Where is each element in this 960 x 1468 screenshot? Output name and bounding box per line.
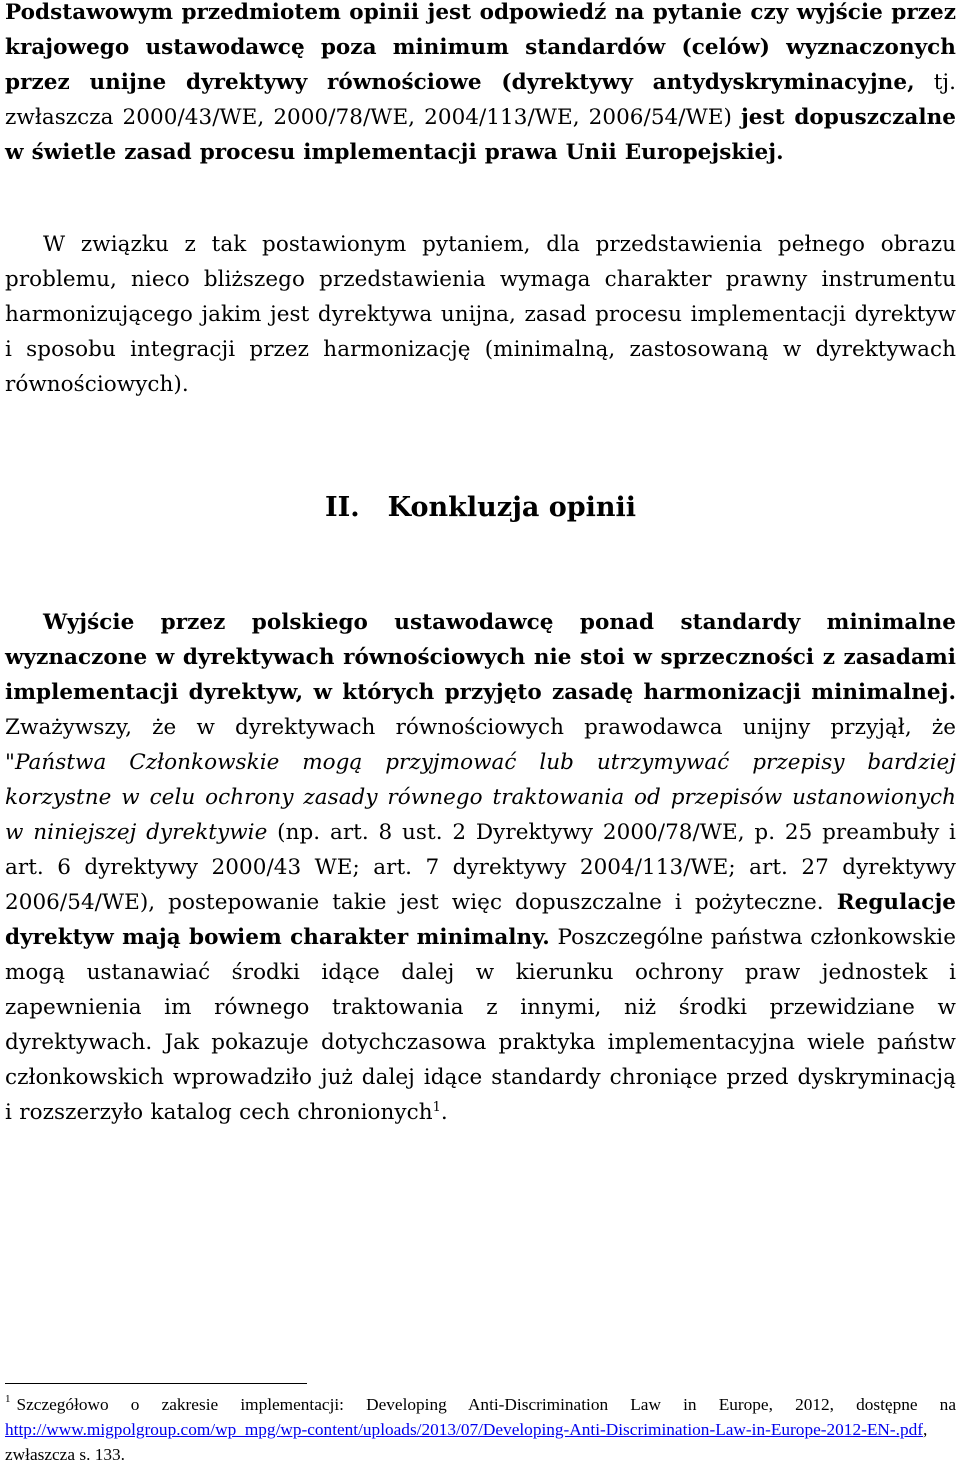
paragraph-question-directives: tj. zwłaszcza 2000/43/WE, 2000/78/WE, 2004/113/WE, 2006/54/WE) <box>5 70 956 130</box>
paragraph-conclusion-text-b: (np. art. 8 ust. 2 Dyrektywy 2000/78/WE, p. 25 preambuły i art. 6 dyrektywy 2000/43 WE; art. 7 dyrektywy 2004/113/WE; art. 27 dyrektywy 2006/54/WE), postepowanie takie jest więc dopuszczalne i pożyteczne. <box>5 820 956 915</box>
document-page <box>5 0 956 1468</box>
paragraph-conclusion-text-c: Poszczególne państwa członkowskie mogą ustanawiać środki idące dalej w kierunku ochrony praw jednostek i zapewnienia im równego traktowania z innymi, niż środki przewidziane w dyrektywach. Jak pokazuje dotychczasowa praktyka implementacyjna wiele państw członkowskich wprowadziło już dalej idące standardy chroniące przed dyskryminacją i rozszerzyło katalog cech chronionych <box>5 925 957 1125</box>
footnote-marker: 1 <box>5 1393 11 1405</box>
footnote <box>5 1387 956 1467</box>
paragraph-conclusion-bold-lead: Wyjście przez polskiego ustawodawcę ponad standardy minimalne wyznaczone w dyrektywach równościowych nie stoi w sprzeczności z zasadami implementacji dyrektyw, w których przyjęto zasadę harmonizacji minimalnej. <box>5 610 956 705</box>
paragraph-conclusion-bold-mid: Regulacje dyrektyw mają bowiem charakter minimalny. <box>5 890 956 950</box>
paragraph-context-text: W związku z tak postawionym pytaniem, dla przedstawienia pełnego obrazu problemu, nieco bliższego przedstawienia wymaga charakter prawny instrumentu harmonizującego jakim jest dyrektywa unijna, zasad procesu implementacji dyrektyw i sposobu integracji przez harmonizację (minimalną, zastosowaną w dyrektywach równościowych). <box>5 232 956 397</box>
paragraph-conclusion-text-a: Zważywszy, że w dyrektywach równościowych prawodawca unijny przyjął, że " <box>5 715 956 775</box>
section-heading <box>5 488 956 528</box>
paragraph-question <box>5 0 956 170</box>
paragraph-conclusion <box>5 605 956 1130</box>
paragraph-conclusion-quote: Państwa Członkowskie mogą przyjmować lub utrzymywać przepisy bardziej korzystne w celu ochrony zasady równego traktowania od przepisów ustanowionych w niniejszej dyrektywie <box>5 750 956 845</box>
footnote-reference[interactable]: 1 <box>432 1099 441 1115</box>
footnote-text: Szczegółowo o zakresie implementacji: Developing Anti-Discrimination Law in Europe, 2012, dostępne na <box>16 1395 956 1414</box>
paragraph-question-bold-tail: jest dopuszczalne w świetle zasad procesu implementacji prawa Unii Europejskiej. <box>5 105 956 165</box>
paragraph-question-bold-lead: Podstawowym przedmiotem opinii jest odpowiedź na pytanie czy wyjście przez krajowego ustawodawcę poza minimum standardów (celów) wyznaczonych przez unijne dyrektywy równościowe (dyrektywy antydyskryminacyjne, <box>5 0 956 95</box>
section-title: Konkluzja opinii <box>387 492 637 523</box>
footnote-suffix: , zwłaszcza s. 133. <box>5 1420 928 1464</box>
paragraph-conclusion-end: . <box>440 1100 448 1125</box>
section-number: II. <box>324 492 360 523</box>
paragraph-context <box>5 227 956 402</box>
footnote-separator <box>5 1383 307 1384</box>
footnote-link[interactable]: http://www.migpolgroup.com/wp_mpg/wp-content/uploads/2013/07/Developing-Anti-Discrimination-Law-in-Europe-2012-EN-.pdf <box>5 1420 923 1439</box>
